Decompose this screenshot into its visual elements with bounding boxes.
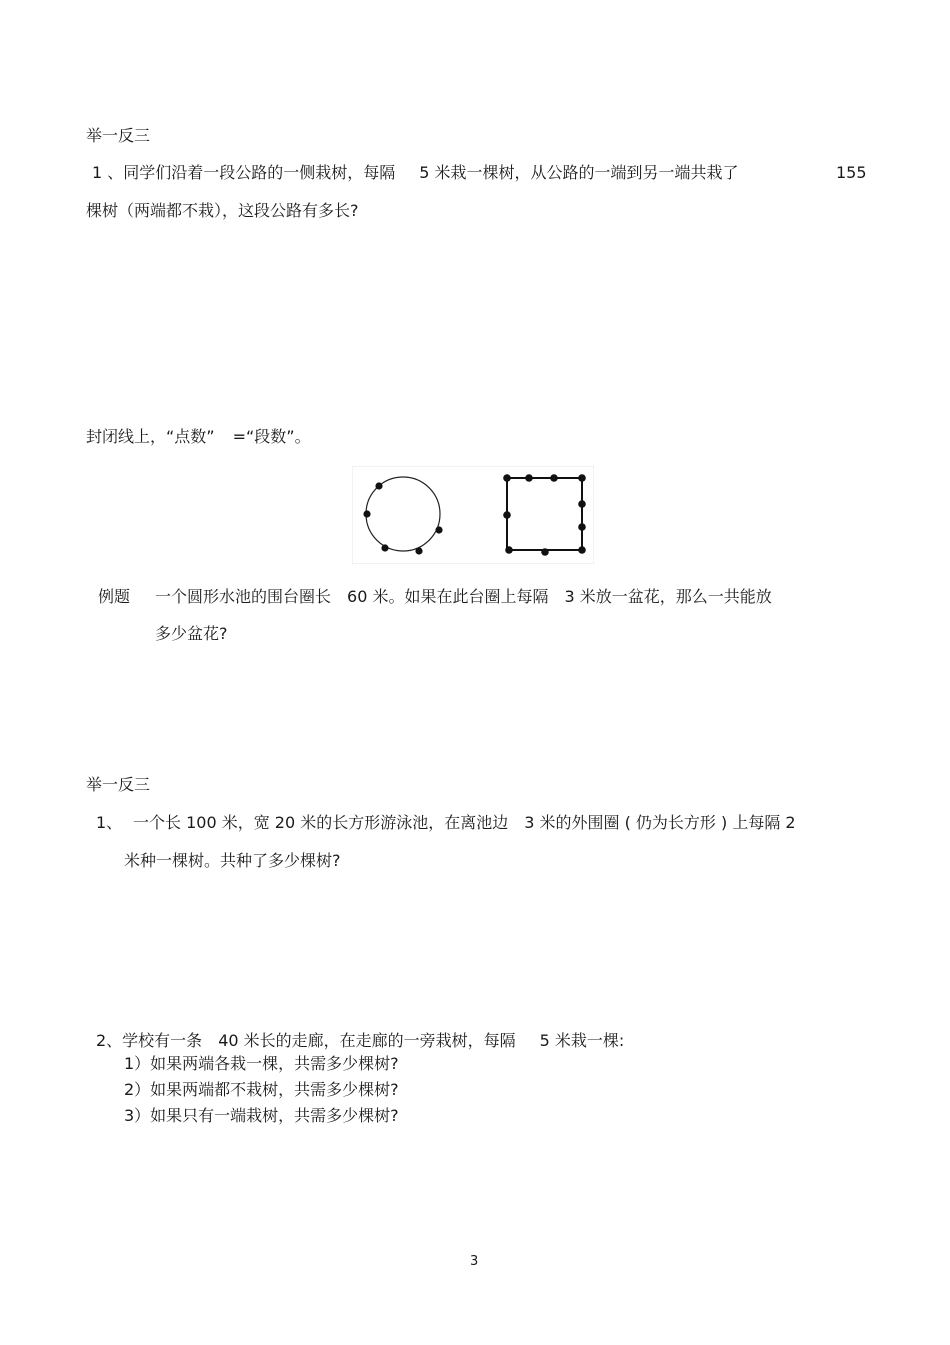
example-line-1 bbox=[155, 587, 772, 607]
sub-question-1: 1）如果两端各栽一棵，共需多少棵树? bbox=[124, 1054, 399, 1073]
question-2-1-line-2: 米种一棵树。共种了多少棵树? bbox=[124, 851, 341, 870]
question-1-line-2: 棵树（两端都不栽），这段公路有多长? bbox=[86, 201, 359, 220]
page-number: 3 bbox=[470, 1254, 479, 1269]
closed-line-figure bbox=[352, 466, 594, 564]
sub-question-3: 3）如果只有一端栽树，共需多少棵树? bbox=[124, 1106, 399, 1125]
question-2-1-number: 1、 bbox=[96, 813, 123, 832]
q1-text-b: 5 米栽一棵树，从公路的一端到另一端共栽了 bbox=[419, 163, 739, 182]
example-line-2: 多少盆花? bbox=[155, 624, 228, 643]
question-2-1-line-1 bbox=[133, 813, 796, 833]
example-text-c: 3 米放一盆花，那么一共能放 bbox=[564, 587, 772, 606]
example-text-a: 一个圆形水池的围台圈长 bbox=[155, 587, 332, 606]
q2-1-text-a: 一个长 100 米，宽 20 米的长方形游泳池，在离池边 bbox=[133, 813, 509, 832]
q2-2-text-a: 2、学校有一条 bbox=[96, 1031, 203, 1050]
q2-1-text-b: 3 米的外围圈 ( 仍为长方形 ) 上每隔 2 bbox=[524, 813, 796, 832]
question-2-2-line-1 bbox=[96, 1031, 624, 1051]
example-text-b: 60 米。如果在此台圈上每隔 bbox=[347, 587, 549, 606]
section1-heading: 举一反三 bbox=[86, 126, 151, 145]
question-1-line-1 bbox=[92, 163, 739, 183]
q2-2-text-b: 40 米长的走廊，在走廊的一旁栽树，每隔 bbox=[218, 1031, 516, 1050]
q1-text-a: 1 、同学们沿着一段公路的一侧栽树，每隔 bbox=[92, 163, 396, 182]
q1-number-155: 155 bbox=[836, 163, 867, 182]
closed-line-rule bbox=[86, 427, 311, 447]
rule-text-a: 封闭线上，“点数” bbox=[86, 427, 215, 446]
sub-question-2: 2）如果两端都不栽树，共需多少棵树? bbox=[124, 1080, 399, 1099]
section2-heading: 举一反三 bbox=[86, 775, 151, 794]
rule-text-b: =“段数”。 bbox=[232, 427, 311, 446]
example-label: 例题 bbox=[98, 587, 131, 606]
q2-2-text-c: 5 米栽一棵: bbox=[539, 1031, 625, 1050]
